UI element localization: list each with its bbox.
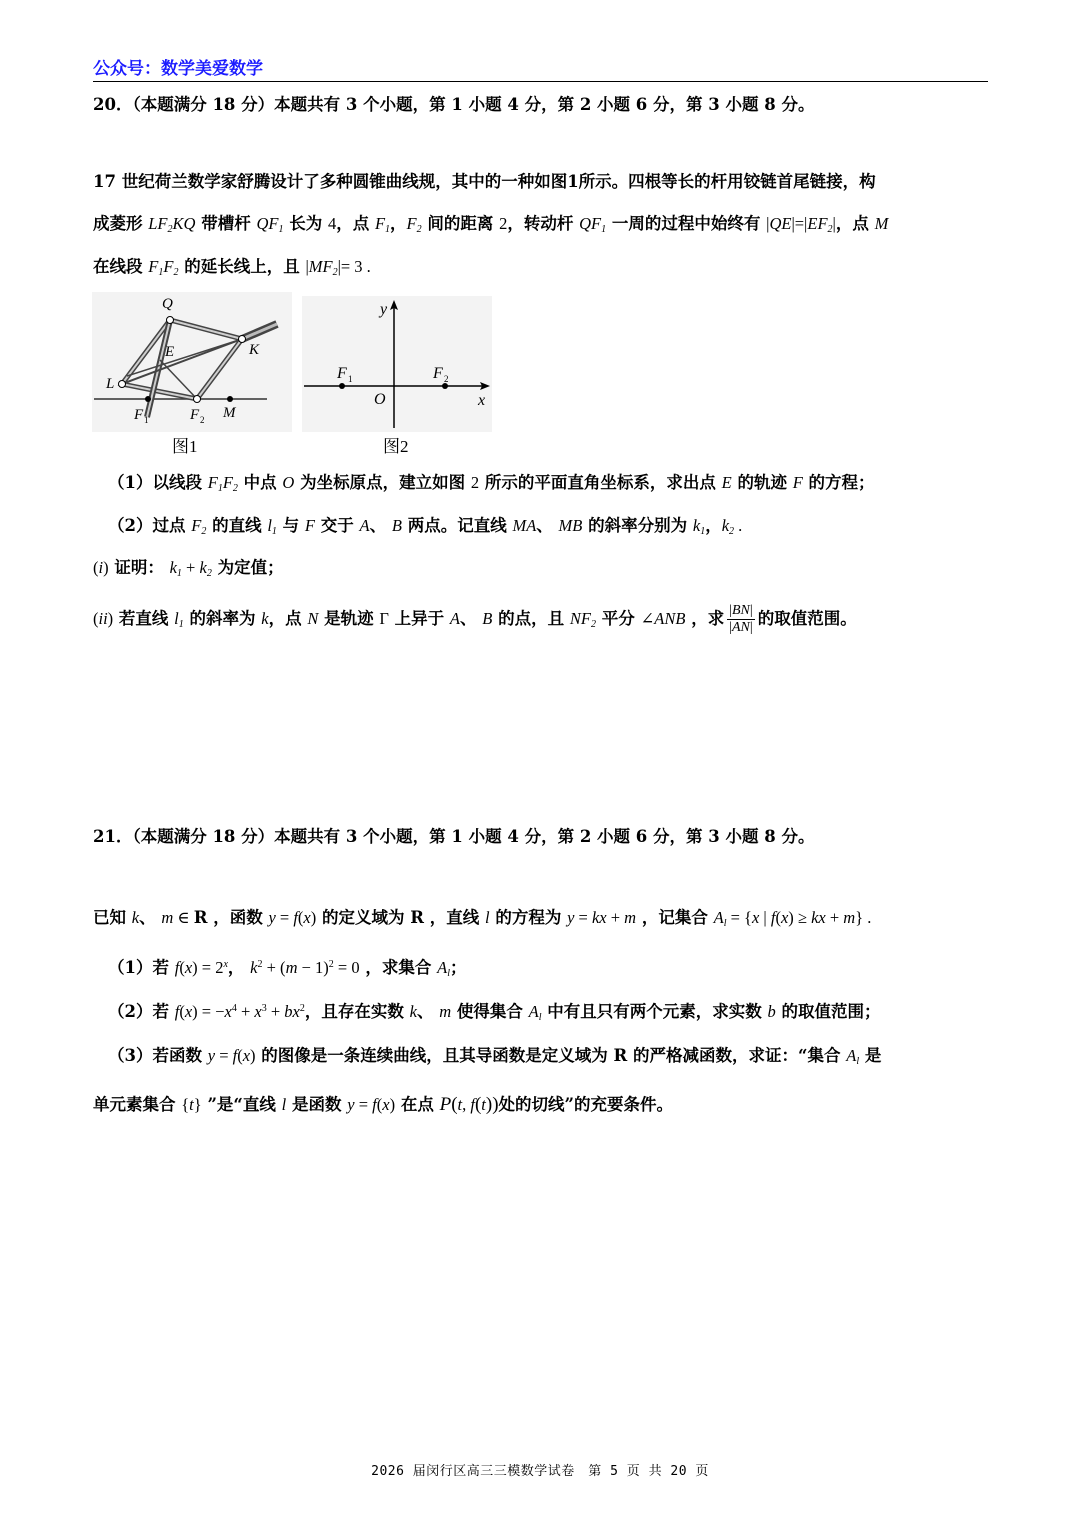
svg-text:F: F xyxy=(433,365,443,382)
q21-part3: （3）若函数 y = f(x) 的图像是一条连续曲线，且其导函数是定义域为 R 的严格减函数，求证：“集合 $A_l$ 是 xyxy=(108,1046,882,1067)
q21-part2: （2）若 $f(x) = -x^4 + x^3 + bx^2$，且存在实数 k、 m 使得集合 $A_l$ 中有且只有两个元素，求实数 b 的取值范围； xyxy=(108,1002,881,1023)
q20-part2-i: (i) 证明： $k_1 + k_2$ 为定值； xyxy=(93,558,284,579)
svg-text:Q: Q xyxy=(162,296,173,312)
svg-text:K: K xyxy=(249,342,260,358)
page-footer: 2026 届闵行区高三三模数学试卷 第 5 页 共 20 页 xyxy=(371,1464,709,1479)
q20-line2: 成菱形 $LF_2KQ$ 带槽杆 $QF_1$ 长为 4，点 $F_1$，$F_2$ 间的距离 2，转动杆 $QF_1$ 一周的过程中始终有 $|QE|=|EF_2|$，点 M xyxy=(93,214,889,235)
q20-line3: 在线段 $F_1F_2$ 的延长线上，且 $|MF_2|= 3$ . xyxy=(93,257,371,278)
svg-text:1: 1 xyxy=(144,415,149,425)
svg-text:O: O xyxy=(374,391,386,408)
q21-part3-cont: 单元素集合 {t} ”是“直线 l 是函数 y = f(x) 在点 P(t, f(t))处的切线”的充要条件。 xyxy=(93,1094,674,1115)
svg-text:1: 1 xyxy=(348,374,353,384)
q21-part1: （1）若 $f(x) = 2^x$， $k^2 + (m - 1)^2 = 0$ ，求集合 $A_l$； xyxy=(108,958,467,979)
header-rule xyxy=(93,81,988,82)
svg-text:2: 2 xyxy=(444,374,449,384)
svg-text:L: L xyxy=(106,376,115,392)
svg-text:F: F xyxy=(337,365,347,382)
svg-text:y: y xyxy=(380,301,388,318)
header-wechat: 公众号：数学美爱数学 xyxy=(93,59,263,79)
q21-heading: 21．（本题满分 18 分）本题共有 3 个小题，第 1 小题 4 分，第 2 小题 6 分，第 3 小题 8 分。 xyxy=(93,827,815,846)
q20-heading: 20．（本题满分 18 分）本题共有 3 个小题，第 1 小题 4 分，第 2 小题 6 分，第 3 小题 8 分。 xyxy=(93,95,815,114)
q20-part2-ii: (ii) 若直线 $l_1$ 的斜率为 k，点 N 是轨迹 Γ 上异于 A、 B 的点，且 $NF_2$ 平分 ∠ANB ，求 $\frac{|BN|}{|AN|}$ 的取值范围。 xyxy=(93,603,857,635)
figure-2-axes xyxy=(302,296,492,432)
svg-text:F: F xyxy=(190,407,200,423)
figure-2-caption: 图2 xyxy=(383,437,409,456)
figure-1-diagram xyxy=(92,292,292,432)
svg-text:2: 2 xyxy=(200,415,205,425)
svg-text:F: F xyxy=(134,407,144,423)
q20-part2: （2）过点 $F_2$ 的直线 $l_1$ 与 F 交于 A、 B 两点。记直线 MA、 MB 的斜率分别为 $k_1$，$k_2$ . xyxy=(108,516,743,537)
q20-line1: 17 世纪荷兰数学家舒腾设计了多种圆锥曲线规，其中的一种如图1所示。四根等长的杆用铰链首尾链接，构 xyxy=(93,172,876,191)
q21-line1: 已知 k、 m ∈ R ，函数 y = f(x) 的定义域为 R ，直线 l 的方程为 y = kx + m ，记集合 $A_l = \{x$ | f(x) ≥ kx + m} . xyxy=(93,908,872,929)
svg-text:x: x xyxy=(478,392,486,409)
q20-part1: （1）以线段 $F_1F_2$ 中点 O 为坐标原点，建立如图 2 所示的平面直角坐标系，求出点 E 的轨迹 F 的方程； xyxy=(108,473,875,494)
figure-1-caption: 图1 xyxy=(172,437,198,456)
svg-text:E: E xyxy=(165,344,175,360)
svg-text:M: M xyxy=(223,405,236,421)
